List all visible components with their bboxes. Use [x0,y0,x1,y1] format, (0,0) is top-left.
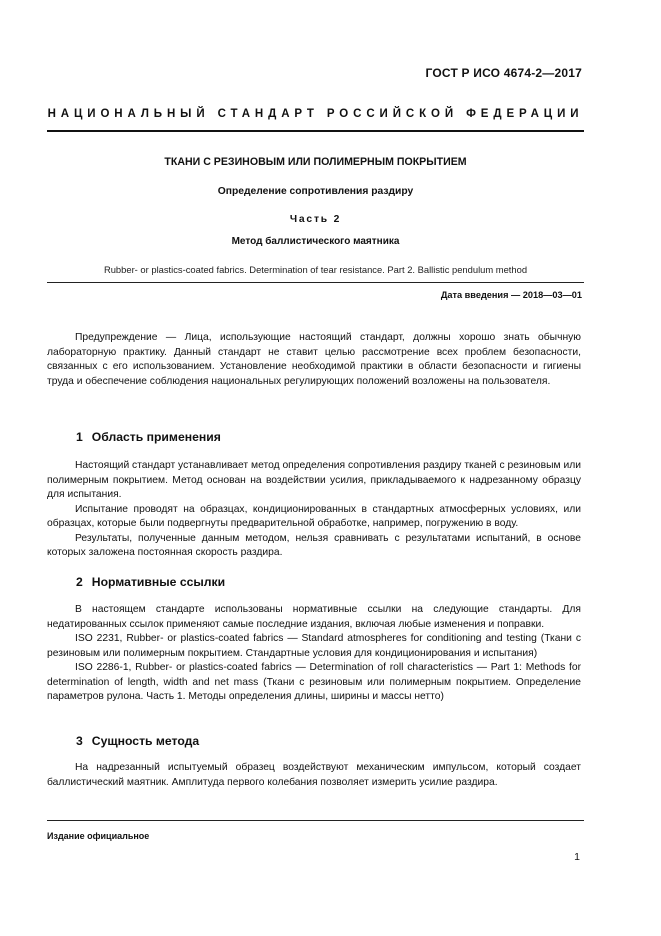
section-title: Область применения [91,430,221,444]
paragraph: ISO 2231, Rubber- or plastics-coated fabrics — Standard atmospheres for conditioning and testing (Ткани с резиновым или полимерным покрытием. Стандартные условия для кондиционирования и испытания) [47,633,581,659]
national-standard-banner: НАЦИОНАЛЬНЫЙ СТАНДАРТ РОССИЙСКОЙ ФЕДЕРАЦИИ [47,108,584,120]
paragraph: На надрезанный испытуемый образец воздействуют механическим импульсом, который создает баллистический маятник. Амплитуда первого колебания позволяет измерить усилие раздира. [47,762,581,788]
section-number: 2 [76,575,83,589]
paragraph: ISO 2286-1, Rubber- or plastics-coated fabrics — Determination of roll characteristics — Part 1: Methods for determination of length, width and net mass (Ткани с резиновым или полимерным покрытием. Определение параметров рулона. Часть 1. Методы определения длины, ширины и массы нетто) [47,662,581,702]
paragraph: Результаты, полученные данным методом, нельзя сравнивать с результатами испытаний, в основе которых заложена постоянная скорость раздира. [47,532,581,558]
introduction-date: Дата введения — 2018—03—01 [440,290,582,300]
english-title: Rubber- or plastics-coated fabrics. Determination of tear resistance. Part 2. Ballistic pendulum method [103,264,528,275]
warning-paragraph: Предупреждение — Лица, использующие настоящий стандарт, должны хорошо знать обычную лабораторную практику. Данный стандарт не ставит целью рассмотрение всех проблем безопасности, связанных с его использованием. Установление необходимой практики в области безопасности и гигиены труда и обеспечение соблюдения национальных регулирующих положений возложены на пользователя. [47,332,581,387]
section-3-heading [76,734,199,748]
part-title: Метод баллистического маятника [231,236,400,247]
paragraph: Испытание проводят на образцах, кондиционированных в стандартных атмосферных условиях, или образцах, которые были подвергнуты предварительной обработке, например, погружению в воду. [47,503,581,529]
warning-block [47,331,581,389]
document-number: ГОСТ Р ИСО 4674-2—2017 [425,66,582,80]
section-1-heading [76,430,221,444]
section-number: 1 [76,430,83,444]
document-title: ТКАНИ С РЕЗИНОВЫМ ИЛИ ПОЛИМЕРНЫМ ПОКРЫТИЕМ [164,156,467,168]
paragraph: Настоящий стандарт устанавливает метод определения сопротивления раздиру тканей с резиновым или полимерным покрытием. Метод основан на воздействии усилия, прикладываемого к надрезанному образцу для испытания. [47,460,581,500]
section-title: Нормативные ссылки [91,575,226,589]
page-number: 1 [574,851,580,863]
footer-rule [47,820,584,821]
section-number: 3 [76,734,83,748]
section-title: Сущность метода [91,734,200,748]
section-2-heading [76,575,225,589]
section-2-body [47,603,581,705]
section-1-body [47,459,581,561]
official-edition-label: Издание официальное [47,831,150,841]
document-subtitle: Определение сопротивления раздиру [217,186,414,197]
section-3-body [47,761,581,790]
header-rule [47,130,584,132]
title-rule [47,282,584,283]
paragraph: В настоящем стандарте использованы нормативные ссылки на следующие стандарты. Для недатированных ссылок применяют самые последние издания, включая любые изменения и поправки. [47,604,581,630]
part-label: Часть 2 [289,214,342,225]
